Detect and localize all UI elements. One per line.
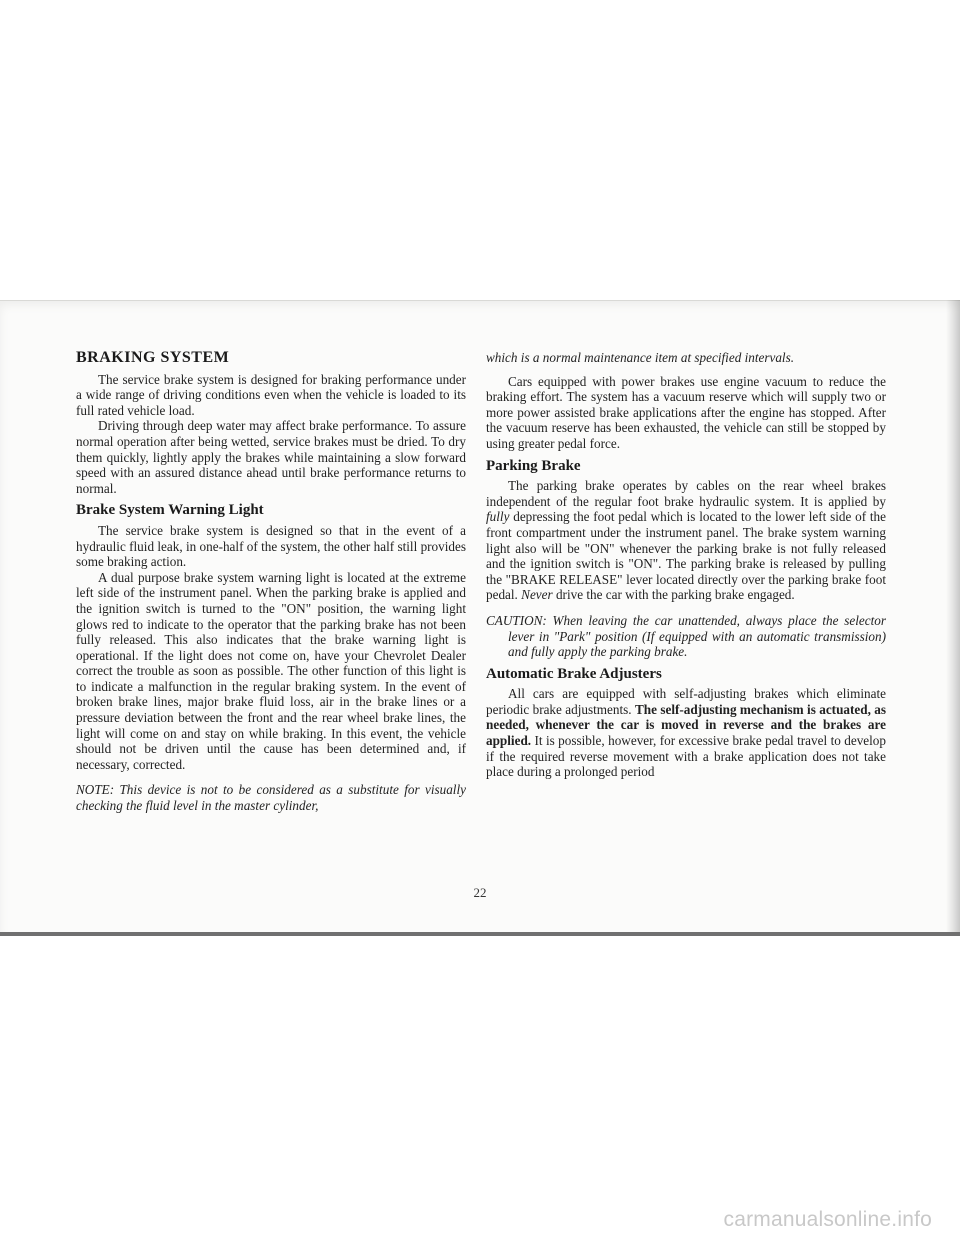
- page-bottom-edge: [0, 932, 960, 936]
- paragraph: The service brake system is designed so that in the event of a hydraulic fluid leak, in one-half of the system, the other half still provides some braking action.: [76, 522, 466, 570]
- bold-text: The self-adjusting mechanism is actuated, as needed, whenever the car is moved in reverse and the brakes are applied.: [486, 701, 886, 749]
- paragraph-parking-brake: [486, 478, 886, 603]
- page-edge-shadow: [946, 300, 960, 936]
- page-number: 22: [473, 885, 487, 900]
- subheading-warning-light: Brake System Warning Light: [76, 502, 264, 519]
- paragraph: The service brake system is designed for braking performance under a wide range of driving conditions even when the vehicle is loaded to its full rated vehicle load.: [76, 371, 466, 418]
- paragraph: A dual purpose brake system warning light is located at the extreme left side of the instrument panel. When the parking brake is applied and the ignition switch is turned to the "ON" position, the warning light glows red to indicate to the operator that the parking brake has not been fully released. This also indicates that the brake warning light is operational. If the light does not come on, have your Chevrolet Dealer correct the trouble as soon as possible. The other function of this light is to indicate a malfunction in the regular braking system. In the event of broken brake lines, major brake fluid loss, air in the brake lines or a pressure deviation between the front and the rear wheel brake lines, the light will come on and stay on while braking. In this event, the vehicle should not be driven until the cause has been determined and, if necessary, corrected.: [76, 569, 466, 772]
- text-run: depressing the foot pedal which is located to the lower left side of the front compartment under the instrument panel. The brake system warning light also will be "ON" whenever the parking brake is not fully released and the ignition switch is "ON". The parking brake is released by pulling the "BRAKE RELEASE" lever located directly over the parking brake foot pedal.: [486, 509, 886, 603]
- section-heading-braking-system: BRAKING SYSTEM: [76, 349, 230, 366]
- text-run: It is possible, however, for excessive brake pedal travel to develop if the required reverse movement with a brake application does not take place during a prolonged period: [486, 733, 886, 780]
- text-run: drive the car with the parking brake engaged.: [552, 587, 795, 603]
- caution-label: CAUTION:: [486, 612, 547, 628]
- caution-text: When leaving the car unattended, always place the selector lever in "Park" position (If equipped with an automatic transmission) and fully apply the parking brake.: [508, 612, 886, 660]
- paragraph: Driving through deep water may affect brake performance. To assure normal operation after being wetted, service brakes must be dried. To dry them quickly, lightly apply the brakes while maintaining a slow forward speed with an assured distance ahead until brake performance returns to normal.: [76, 418, 466, 496]
- right-column: [486, 350, 886, 780]
- paragraph: Cars equipped with power brakes use engine vacuum to reduce the braking effort. The system has a vacuum reserve which will supply two or more power assisted brake applications after the engine has stopped. After the vacuum reserve has been exhausted, the vehicle can still be stopped by using greater pedal force.: [486, 373, 886, 451]
- watermark: carmanualsonline.info: [723, 1208, 932, 1231]
- emphasis-text: fully: [486, 509, 510, 525]
- left-column: [76, 350, 466, 814]
- emphasis-text: Never: [521, 587, 553, 603]
- paragraph-brake-adjusters: [486, 686, 886, 780]
- text-run: The parking brake operates by cables on the rear wheel brakes independent of the regular foot brake hydraulic system. It is applied by: [486, 478, 886, 509]
- continued-note: which is a normal maintenance item at specified intervals.: [486, 350, 795, 365]
- text-run: All cars are equipped with self-adjusting brakes which eliminate periodic brake adjustments.: [486, 686, 886, 717]
- caution-paragraph: [486, 613, 886, 660]
- subheading-parking-brake: Parking Brake: [486, 457, 581, 474]
- subheading-brake-adjusters: Automatic Brake Adjusters: [486, 665, 662, 682]
- note-paragraph: NOTE: This device is not to be considered as a substitute for visually checking the fluid level in the master cylinder,: [76, 782, 466, 814]
